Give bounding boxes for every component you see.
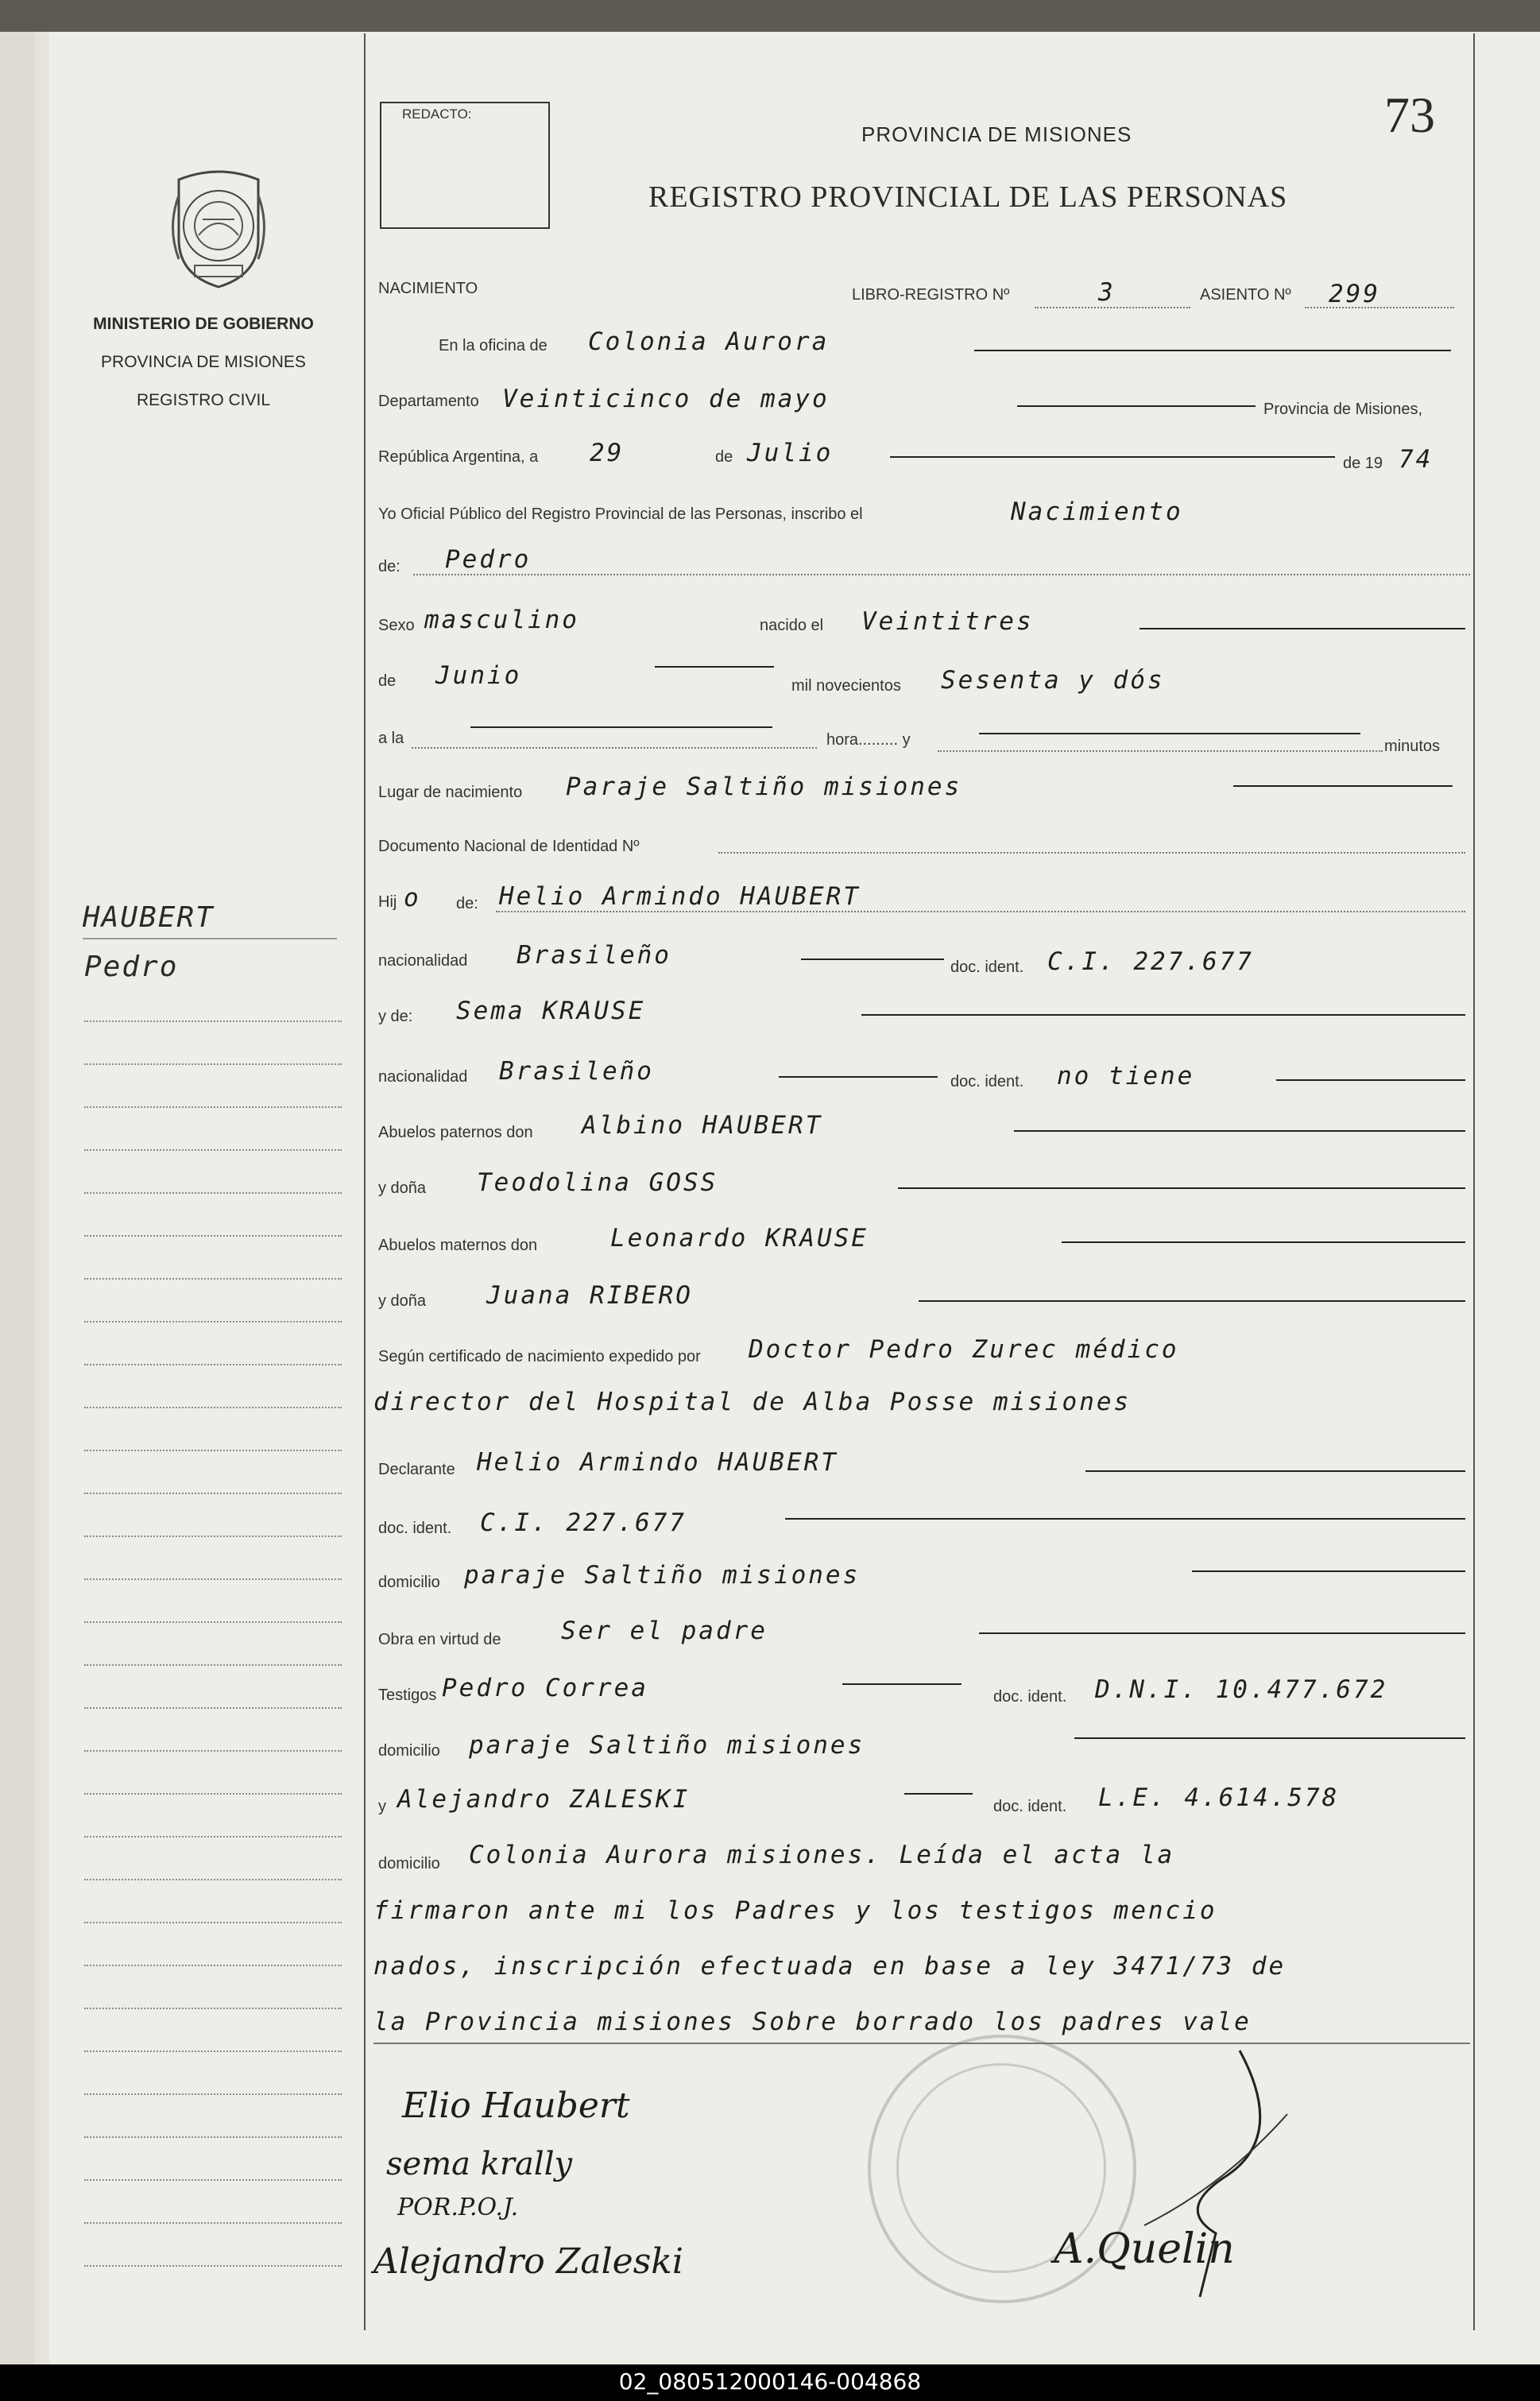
margin-rule-line bbox=[84, 1793, 342, 1795]
signature-por-poder: POR.P.O.J. bbox=[397, 2194, 519, 2221]
signature-alejandro-zaleski: Alejandro Zaleski bbox=[373, 2241, 684, 2282]
page-number: 73 bbox=[1384, 87, 1435, 143]
y-dona-label-paterna: y doña bbox=[378, 1179, 427, 1197]
abuela-paterna: Teodolina GOSS bbox=[477, 1168, 718, 1197]
asiento-value: 299 bbox=[1329, 280, 1380, 308]
margin-rule-line bbox=[84, 1321, 342, 1322]
page-edge-inner bbox=[35, 32, 49, 2364]
madre-nacionalidad: Brasileño bbox=[499, 1057, 654, 1086]
minutos-line bbox=[979, 733, 1360, 734]
anio-value: 74 bbox=[1399, 445, 1434, 474]
y-dona-label-materna: y doña bbox=[378, 1292, 427, 1310]
signature-elio-haubert: Elio Haubert bbox=[402, 2085, 630, 2126]
margin-rule-line bbox=[84, 1750, 342, 1752]
ministry-name: MINISTERIO DE GOBIERNO bbox=[93, 315, 314, 333]
margin-rule-line bbox=[84, 1106, 342, 1108]
margin-rule-line bbox=[84, 1235, 342, 1237]
hora-line bbox=[470, 726, 772, 728]
oficina-value: Colonia Aurora bbox=[588, 327, 830, 356]
minutos-label: minutos bbox=[1384, 738, 1441, 755]
padre-value: Helio Armindo HAUBERT bbox=[499, 882, 861, 911]
mes-line bbox=[655, 666, 774, 668]
obra-label: Obra en virtud de bbox=[378, 1631, 501, 1648]
margin-rule-line bbox=[84, 1965, 342, 1966]
margin-rule-line bbox=[84, 1407, 342, 1408]
nombre-dots bbox=[413, 574, 1470, 575]
madre-nacionalidad-line bbox=[779, 1076, 938, 1078]
abuela-materna: Juana RIBERO bbox=[486, 1281, 693, 1310]
nacido-label: nacido el bbox=[760, 617, 824, 634]
margin-rule-line bbox=[84, 2051, 342, 2052]
obra-value: Ser el padre bbox=[561, 1617, 768, 1645]
sexo-label: Sexo bbox=[378, 617, 415, 634]
margin-rule-line bbox=[84, 2093, 342, 2095]
madre-doc-line bbox=[1276, 1079, 1465, 1081]
testigo1-domicilio: paraje Saltiño misiones bbox=[469, 1731, 865, 1760]
declarante-domicilio-label: domicilio bbox=[378, 1574, 440, 1591]
margin-name: Pedro bbox=[84, 951, 179, 983]
margin-rule-line bbox=[84, 1278, 342, 1280]
margin-rule-line bbox=[84, 1535, 342, 1537]
declarante-domicilio-line bbox=[1192, 1570, 1465, 1572]
abuela-paterna-line bbox=[898, 1187, 1465, 1189]
margin-rule-line bbox=[84, 1192, 342, 1194]
oficina-line bbox=[974, 350, 1451, 351]
anio-nac-value: Sesenta y dós bbox=[941, 666, 1165, 695]
margin-rule-line bbox=[84, 1020, 342, 1022]
margin-rule-line bbox=[84, 1922, 342, 1923]
nacido-value: Veintitres bbox=[861, 607, 1034, 636]
margin-surname: HAUBERT bbox=[83, 901, 215, 934]
redacto-label: REDACTO: bbox=[402, 106, 472, 122]
hijo-suffix: o bbox=[404, 884, 421, 912]
page-edge bbox=[0, 32, 37, 2364]
libro-dots bbox=[1035, 307, 1190, 308]
oficina-label: En la oficina de bbox=[439, 337, 548, 354]
de-mes-label: de bbox=[378, 672, 397, 690]
testigo2-domicilio: Colonia Aurora misiones. Leída el acta la bbox=[469, 1841, 1175, 1869]
margin-rule-line bbox=[84, 1879, 342, 1880]
departamento-line bbox=[1017, 405, 1256, 407]
observaciones-line bbox=[373, 2043, 1470, 2044]
ministry-header bbox=[62, 305, 345, 420]
provincia-suffix: Provincia de Misiones, bbox=[1263, 401, 1423, 418]
margin-rule-line bbox=[84, 2179, 342, 2181]
margin-rule-line bbox=[84, 1364, 342, 1365]
certificado-value-2: director del Hospital de Alba Posse misiones bbox=[373, 1388, 1132, 1416]
a-la-label: a la bbox=[378, 730, 404, 747]
signature-sema: sema krally bbox=[386, 2146, 573, 2182]
margin-rule-line bbox=[84, 1149, 342, 1151]
certificado-label: Según certificado de nacimiento expedido por bbox=[378, 1348, 701, 1365]
dni-dots bbox=[718, 852, 1465, 854]
de-anio-label: de 19 bbox=[1343, 455, 1383, 472]
y-testigo-label: y bbox=[378, 1798, 386, 1815]
lugar-value: Paraje Saltiño misiones bbox=[566, 773, 962, 801]
official-signature-flourish-icon bbox=[1128, 2043, 1303, 2305]
padre-doc: C.I. 227.677 bbox=[1047, 947, 1254, 976]
nacimiento-label: NACIMIENTO bbox=[378, 280, 478, 297]
declarante-doc: C.I. 227.677 bbox=[480, 1508, 687, 1537]
y-de-label: y de: bbox=[378, 1008, 413, 1025]
testigos-label: Testigos bbox=[378, 1687, 437, 1704]
testigo1-domicilio-line bbox=[1074, 1737, 1465, 1739]
declarante-value: Helio Armindo HAUBERT bbox=[477, 1448, 838, 1477]
margin-underline bbox=[83, 938, 337, 939]
testigo2: Alejandro ZALESKI bbox=[397, 1785, 691, 1814]
oficial-label: Yo Oficial Público del Registro Provincial de las Personas, inscribo el bbox=[378, 505, 863, 523]
margin-rule-line bbox=[84, 1836, 342, 1838]
margin-rule-line bbox=[84, 2222, 342, 2224]
testigo2-doc: L.E. 4.614.578 bbox=[1098, 1783, 1340, 1812]
hora-label: hora......... y bbox=[826, 731, 911, 749]
provincial-coat-of-arms-icon bbox=[163, 164, 274, 291]
nacido-line bbox=[1140, 628, 1465, 629]
declarante-doc-label: doc. ident. bbox=[378, 1520, 452, 1537]
abuelos-maternos-label: Abuelos maternos don bbox=[378, 1237, 538, 1254]
declarante-label: Declarante bbox=[378, 1461, 455, 1478]
nombre-value: Pedro bbox=[445, 545, 532, 574]
inscribo-value: Nacimiento bbox=[1011, 498, 1183, 526]
margin-rule-line bbox=[84, 2265, 342, 2267]
padre-nacionalidad-line bbox=[801, 958, 944, 960]
republica-label: República Argentina, a bbox=[378, 448, 539, 466]
margin-rule-line bbox=[84, 1621, 342, 1623]
image-code: 02_080512000146-004868 bbox=[618, 2368, 922, 2395]
libro-value: 3 bbox=[1098, 278, 1116, 307]
abuelos-paternos-label: Abuelos paternos don bbox=[378, 1124, 533, 1141]
registry-title: REGISTRO PROVINCIAL DE LAS PERSONAS bbox=[648, 180, 1288, 214]
de-nombre-label: de: bbox=[378, 558, 400, 575]
departamento-value: Veinticinco de mayo bbox=[502, 385, 830, 413]
declarante-doc-line bbox=[785, 1518, 1465, 1520]
certificado-value: Doctor Pedro Zurec médico bbox=[749, 1335, 1179, 1364]
observaciones-line-1: firmaron ante mi los Padres y los testigos mencio bbox=[373, 1896, 1217, 1925]
margin-rule-line bbox=[84, 1063, 342, 1065]
ministry-office: REGISTRO CIVIL bbox=[136, 391, 271, 409]
abuelo-paterno-line bbox=[1014, 1130, 1465, 1132]
signature-official: A.Quelin bbox=[1054, 2225, 1235, 2273]
mes-value: Julio bbox=[747, 439, 834, 467]
madre-doc: no tiene bbox=[1057, 1062, 1195, 1090]
testigo1-doc-label: doc. ident. bbox=[993, 1688, 1067, 1706]
de-label: de bbox=[715, 448, 733, 466]
dia-value: 29 bbox=[590, 439, 625, 467]
asiento-label: ASIENTO Nº bbox=[1200, 286, 1291, 304]
abuelo-paterno: Albino HAUBERT bbox=[582, 1111, 823, 1140]
dni-label: Documento Nacional de Identidad Nº bbox=[378, 838, 640, 855]
doc-ident-label-padre: doc. ident. bbox=[950, 958, 1024, 976]
testigo1-doc: D.N.I. 10.477.672 bbox=[1095, 1675, 1388, 1704]
padre-dots bbox=[496, 911, 1465, 912]
madre-line bbox=[861, 1014, 1465, 1016]
margin-rule-line bbox=[84, 2136, 342, 2138]
abuela-materna-line bbox=[919, 1300, 1465, 1302]
minutos-dots bbox=[938, 750, 1383, 752]
padre-nacionalidad: Brasileño bbox=[517, 941, 671, 970]
hijo-de-label: de: bbox=[456, 895, 478, 912]
nacionalidad-label-padre: nacionalidad bbox=[378, 952, 468, 970]
abuelo-materno-line bbox=[1062, 1241, 1465, 1243]
margin-rule-line bbox=[84, 1578, 342, 1580]
observaciones-line-2: nados, inscripción efectuada en base a ley 3471/73 de bbox=[373, 1952, 1287, 1981]
fecha-line bbox=[890, 456, 1335, 458]
lugar-label: Lugar de nacimiento bbox=[378, 784, 523, 801]
margin-rule-line bbox=[84, 1450, 342, 1451]
testigo2-domicilio-label: domicilio bbox=[378, 1855, 440, 1872]
testigo2-doc-label: doc. ident. bbox=[993, 1798, 1067, 1815]
abuelo-materno: Leonardo KRAUSE bbox=[610, 1224, 869, 1253]
margin-rule-line bbox=[84, 1493, 342, 1494]
testigo2-line bbox=[904, 1793, 973, 1795]
testigo1-domicilio-label: domicilio bbox=[378, 1742, 440, 1760]
testigo1-line bbox=[842, 1683, 962, 1685]
sexo-value: masculino bbox=[424, 606, 579, 634]
testigo1: Pedro Correa bbox=[442, 1674, 648, 1702]
madre-value: Sema KRAUSE bbox=[456, 997, 646, 1025]
doc-ident-label-madre: doc. ident. bbox=[950, 1073, 1024, 1090]
libro-label: LIBRO-REGISTRO Nº bbox=[852, 286, 1010, 304]
margin-rule-line bbox=[84, 2008, 342, 2009]
margin-rule-line bbox=[84, 1664, 342, 1666]
lugar-line bbox=[1233, 785, 1453, 787]
observaciones-line-3: la Provincia misiones Sobre borrado los padres vale bbox=[373, 2008, 1252, 2036]
declarante-line bbox=[1085, 1470, 1465, 1472]
declarante-domicilio: paraje Saltiño misiones bbox=[464, 1561, 861, 1590]
obra-line bbox=[979, 1632, 1465, 1634]
margin-rule-line bbox=[84, 1707, 342, 1709]
hora-dots bbox=[412, 747, 817, 749]
ministry-province: PROVINCIA DE MISIONES bbox=[101, 353, 306, 371]
hijo-label: Hij bbox=[378, 893, 397, 911]
mes-nac-value: Junio bbox=[435, 661, 522, 690]
nacionalidad-label-madre: nacionalidad bbox=[378, 1068, 468, 1086]
province-title: PROVINCIA DE MISIONES bbox=[861, 122, 1132, 146]
departamento-label: Departamento bbox=[378, 393, 479, 410]
mil-label: mil novecientos bbox=[791, 677, 901, 695]
